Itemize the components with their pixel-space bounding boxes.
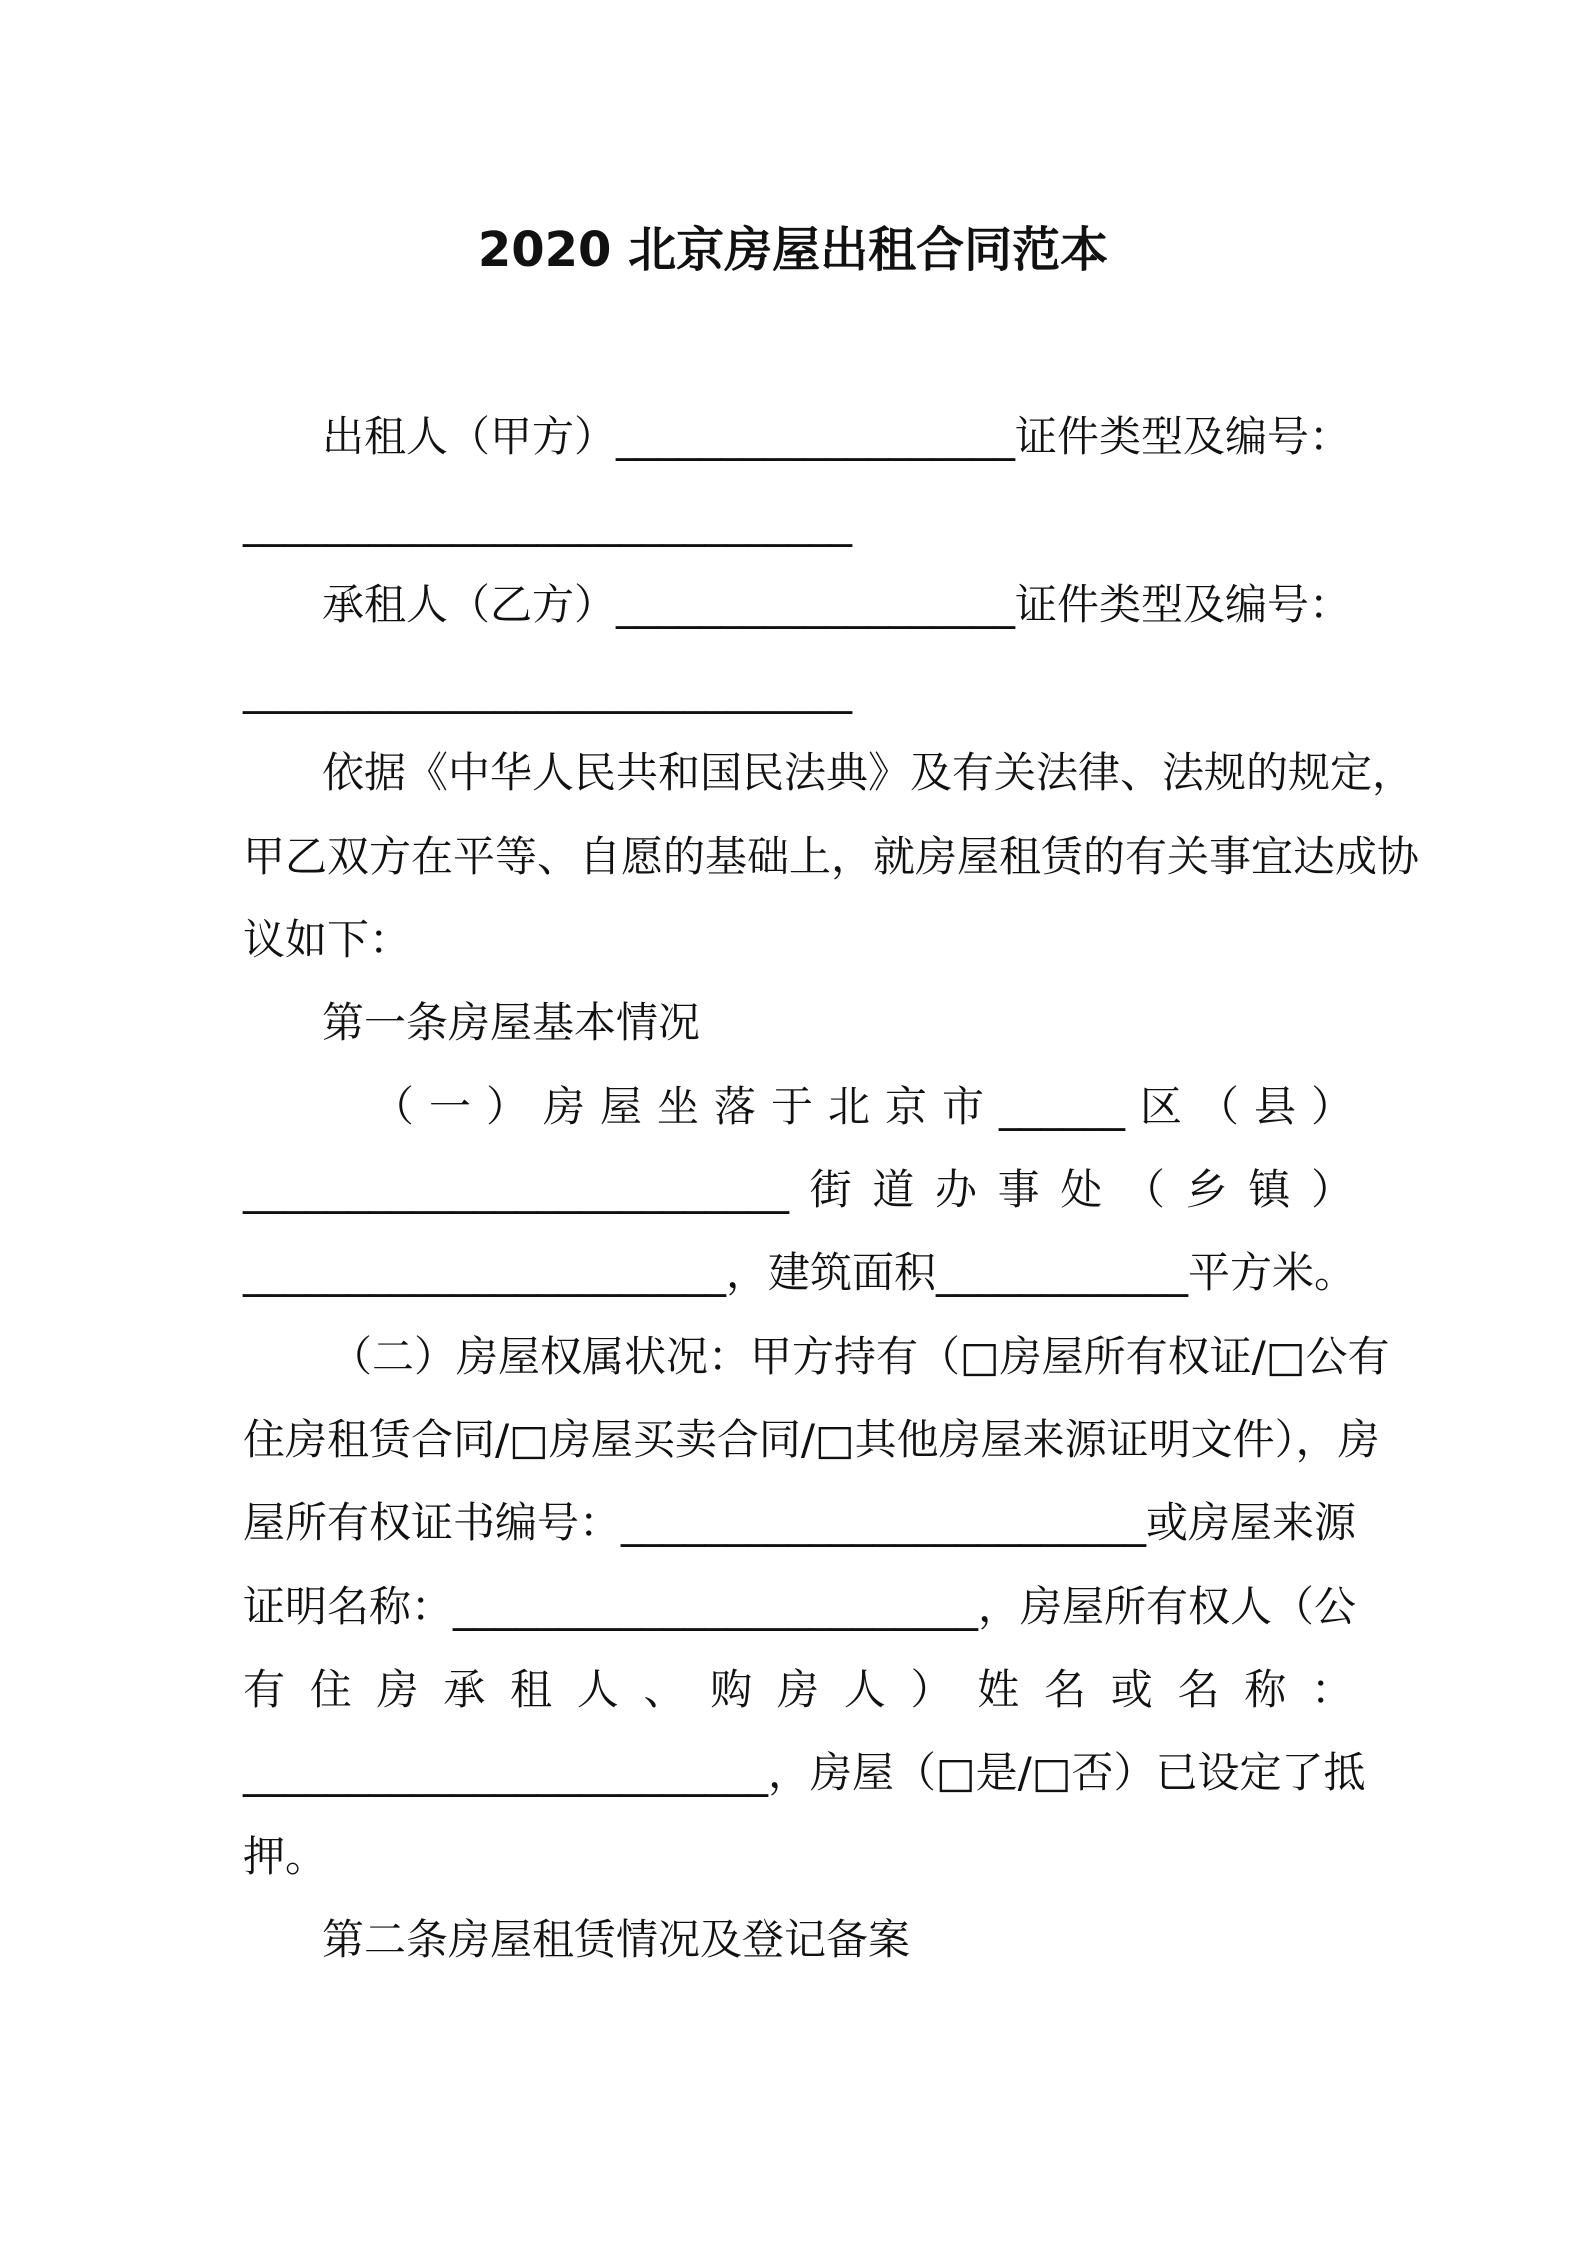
clause-1-1-line-2: __________________________街道办事处（乡镇） <box>243 1165 1353 1214</box>
clause-1-1-line-1: （一）房屋坐落于北京市______区（县） <box>372 1082 1353 1131</box>
clause-1-2-line-7: 押。 <box>243 1832 328 1881</box>
preamble-line-3: 议如下： <box>243 915 412 964</box>
clause-1-2-line-3: 屋所有权证书编号：_________________________或房屋来源 <box>243 1498 1357 1547</box>
clause-1-2-line-1: （二）房屋权属状况：甲方持有（□房屋所有权证/□公有 <box>330 1332 1390 1381</box>
article-1-heading: 第一条房屋基本情况 <box>322 998 701 1047</box>
clause-1-2-line-5: 有住房承租人、购房人）姓名或名称： <box>243 1665 1353 1714</box>
clause-1-2-line-4: 证明名称：_________________________，房屋所有权人（公 <box>243 1582 1357 1631</box>
preamble-line-2: 甲乙双方在平等、自愿的基础上，就房屋租赁的有关事宜达成协 <box>243 832 1420 881</box>
clause-1-1-line-3: _______________________，建筑面积____________平方米。 <box>243 1248 1357 1297</box>
lessee-line: 承租人（乙方）___________________证件类型及编号： <box>322 580 1352 629</box>
document-title: 2020 北京房屋出租合同范本 <box>477 222 1109 278</box>
preamble-line-1: 依据《中华人民共和国民法典》及有关法律、法规的规定， <box>322 748 1415 797</box>
lessee-id-blank: _____________________________ <box>243 665 852 714</box>
lessor-id-blank: _____________________________ <box>243 498 852 547</box>
lessor-line: 出租人（甲方）___________________证件类型及编号： <box>322 412 1352 461</box>
article-2-heading: 第二条房屋租赁情况及登记备案 <box>322 1915 911 1964</box>
clause-1-2-line-6: _________________________，房屋（□是/□否）已设定了抵 <box>243 1748 1366 1797</box>
clause-1-2-line-2: 住房租赁合同/□房屋买卖合同/□其他房屋来源证明文件），房 <box>243 1415 1380 1464</box>
